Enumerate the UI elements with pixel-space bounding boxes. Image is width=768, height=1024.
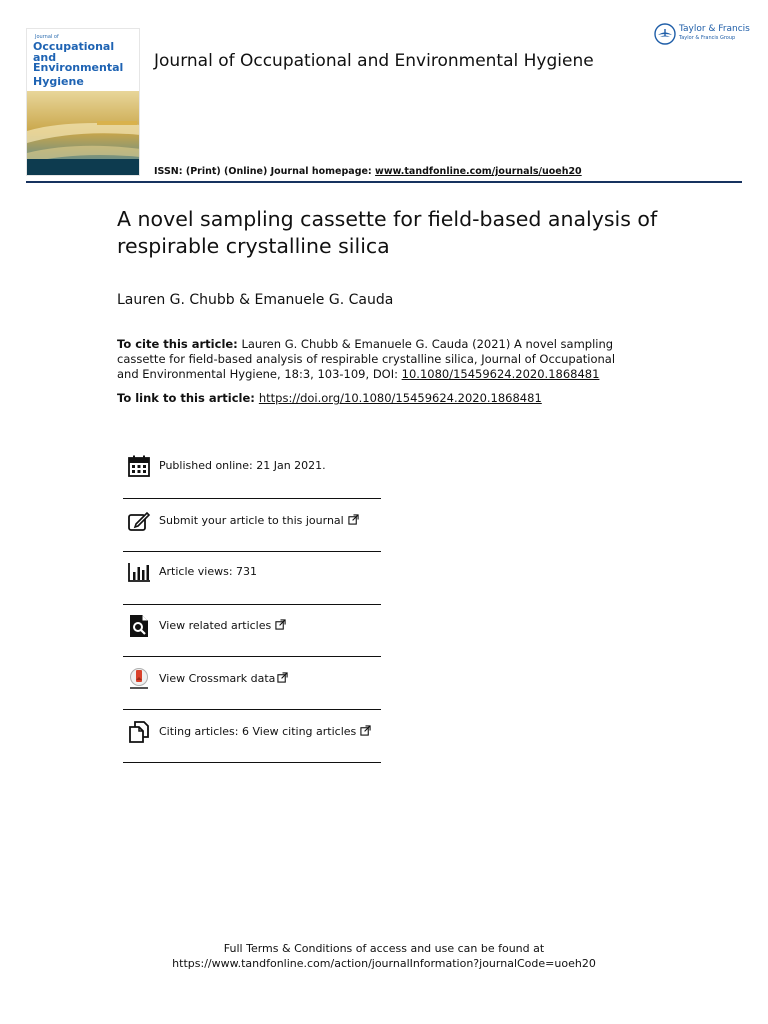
related-articles-text: View related articles (159, 619, 272, 632)
citing-articles-link[interactable] (159, 725, 371, 738)
terms-line: Full Terms & Conditions of access and use can be found at (223, 942, 545, 955)
submit-article-link[interactable] (159, 514, 359, 527)
cover-subtitle: Hygiene (33, 75, 84, 88)
crossmark-text: View Crossmark data (159, 672, 276, 685)
citing-articles-row[interactable] (123, 712, 381, 752)
terms-url[interactable]: https://www.tandfonline.com/action/journalInformation?journalCode=uoeh20 (172, 957, 596, 970)
article-link-block (117, 391, 637, 405)
cover-small-text: Journal of (35, 34, 59, 40)
cite-label: To cite this article: (117, 337, 238, 351)
crossmark-icon (127, 667, 151, 691)
external-link-icon (277, 672, 288, 683)
related-articles-link[interactable] (159, 619, 286, 632)
publisher-name: Taylor & Francis (679, 24, 750, 34)
published-row (123, 446, 381, 486)
article-views-text: Article views: 731 (159, 565, 258, 578)
link-label: To link to this article: (117, 391, 255, 405)
external-link-icon (360, 725, 371, 736)
related-articles-row[interactable] (123, 606, 381, 646)
terms-footer (0, 941, 768, 971)
issn-text: ISSN: (Print) (Online) Journal homepage: (154, 166, 376, 177)
citing-articles-icon (127, 720, 151, 744)
submit-article-text: Submit your article to this journal (159, 514, 344, 527)
calendar-icon (127, 454, 151, 478)
issn-line (154, 166, 582, 177)
journal-homepage-link[interactable]: www.tandfonline.com/journals/uoeh20 (375, 166, 582, 177)
row-divider (123, 762, 381, 763)
cite-text: Lauren G. Chubb & Emanuele G. Cauda (2021) A novel sampling cassette for field-based analysis of respirable crystalline silica, Journal of Occupational and Environmental Hygiene, 18:3, 103-109, DOI: (117, 337, 616, 381)
article-title: A novel sampling cassette for field-based analysis of respirable crystalline silica (117, 207, 658, 258)
article-doi-link[interactable]: https://doi.org/10.1080/15459624.2020.1868481 (258, 391, 542, 405)
publisher-logo[interactable] (654, 22, 750, 46)
bar-chart-icon (127, 560, 151, 584)
journal-title: Journal of Occupational and Environmental Hygiene (154, 51, 594, 71)
row-divider (123, 498, 381, 499)
external-link-icon (348, 514, 359, 525)
citing-articles-text: Citing articles: 6 View citing articles (159, 725, 357, 738)
cite-doi-link[interactable]: 10.1080/15459624.2020.1868481 (401, 367, 600, 381)
search-document-icon (127, 614, 151, 638)
row-divider (123, 656, 381, 657)
cover-footer-band (27, 159, 140, 175)
cover-title: Occupational and Environmental (33, 40, 124, 74)
published-text: Published online: 21 Jan 2021. (159, 459, 326, 472)
journal-cover (26, 28, 140, 176)
publisher-group: Taylor & Francis Group (679, 35, 736, 41)
crossmark-link[interactable] (159, 672, 288, 685)
submit-article-row[interactable] (123, 501, 381, 541)
row-divider (123, 604, 381, 605)
crossmark-row[interactable] (123, 659, 381, 699)
article-authors: Lauren G. Chubb & Emanuele G. Cauda (117, 292, 394, 308)
article-views-row (123, 552, 381, 592)
row-divider (123, 709, 381, 710)
edit-icon (127, 509, 151, 533)
tf-logo-icon (654, 23, 676, 45)
citation-block (117, 337, 637, 382)
header-divider (26, 181, 742, 183)
external-link-icon (275, 619, 286, 630)
